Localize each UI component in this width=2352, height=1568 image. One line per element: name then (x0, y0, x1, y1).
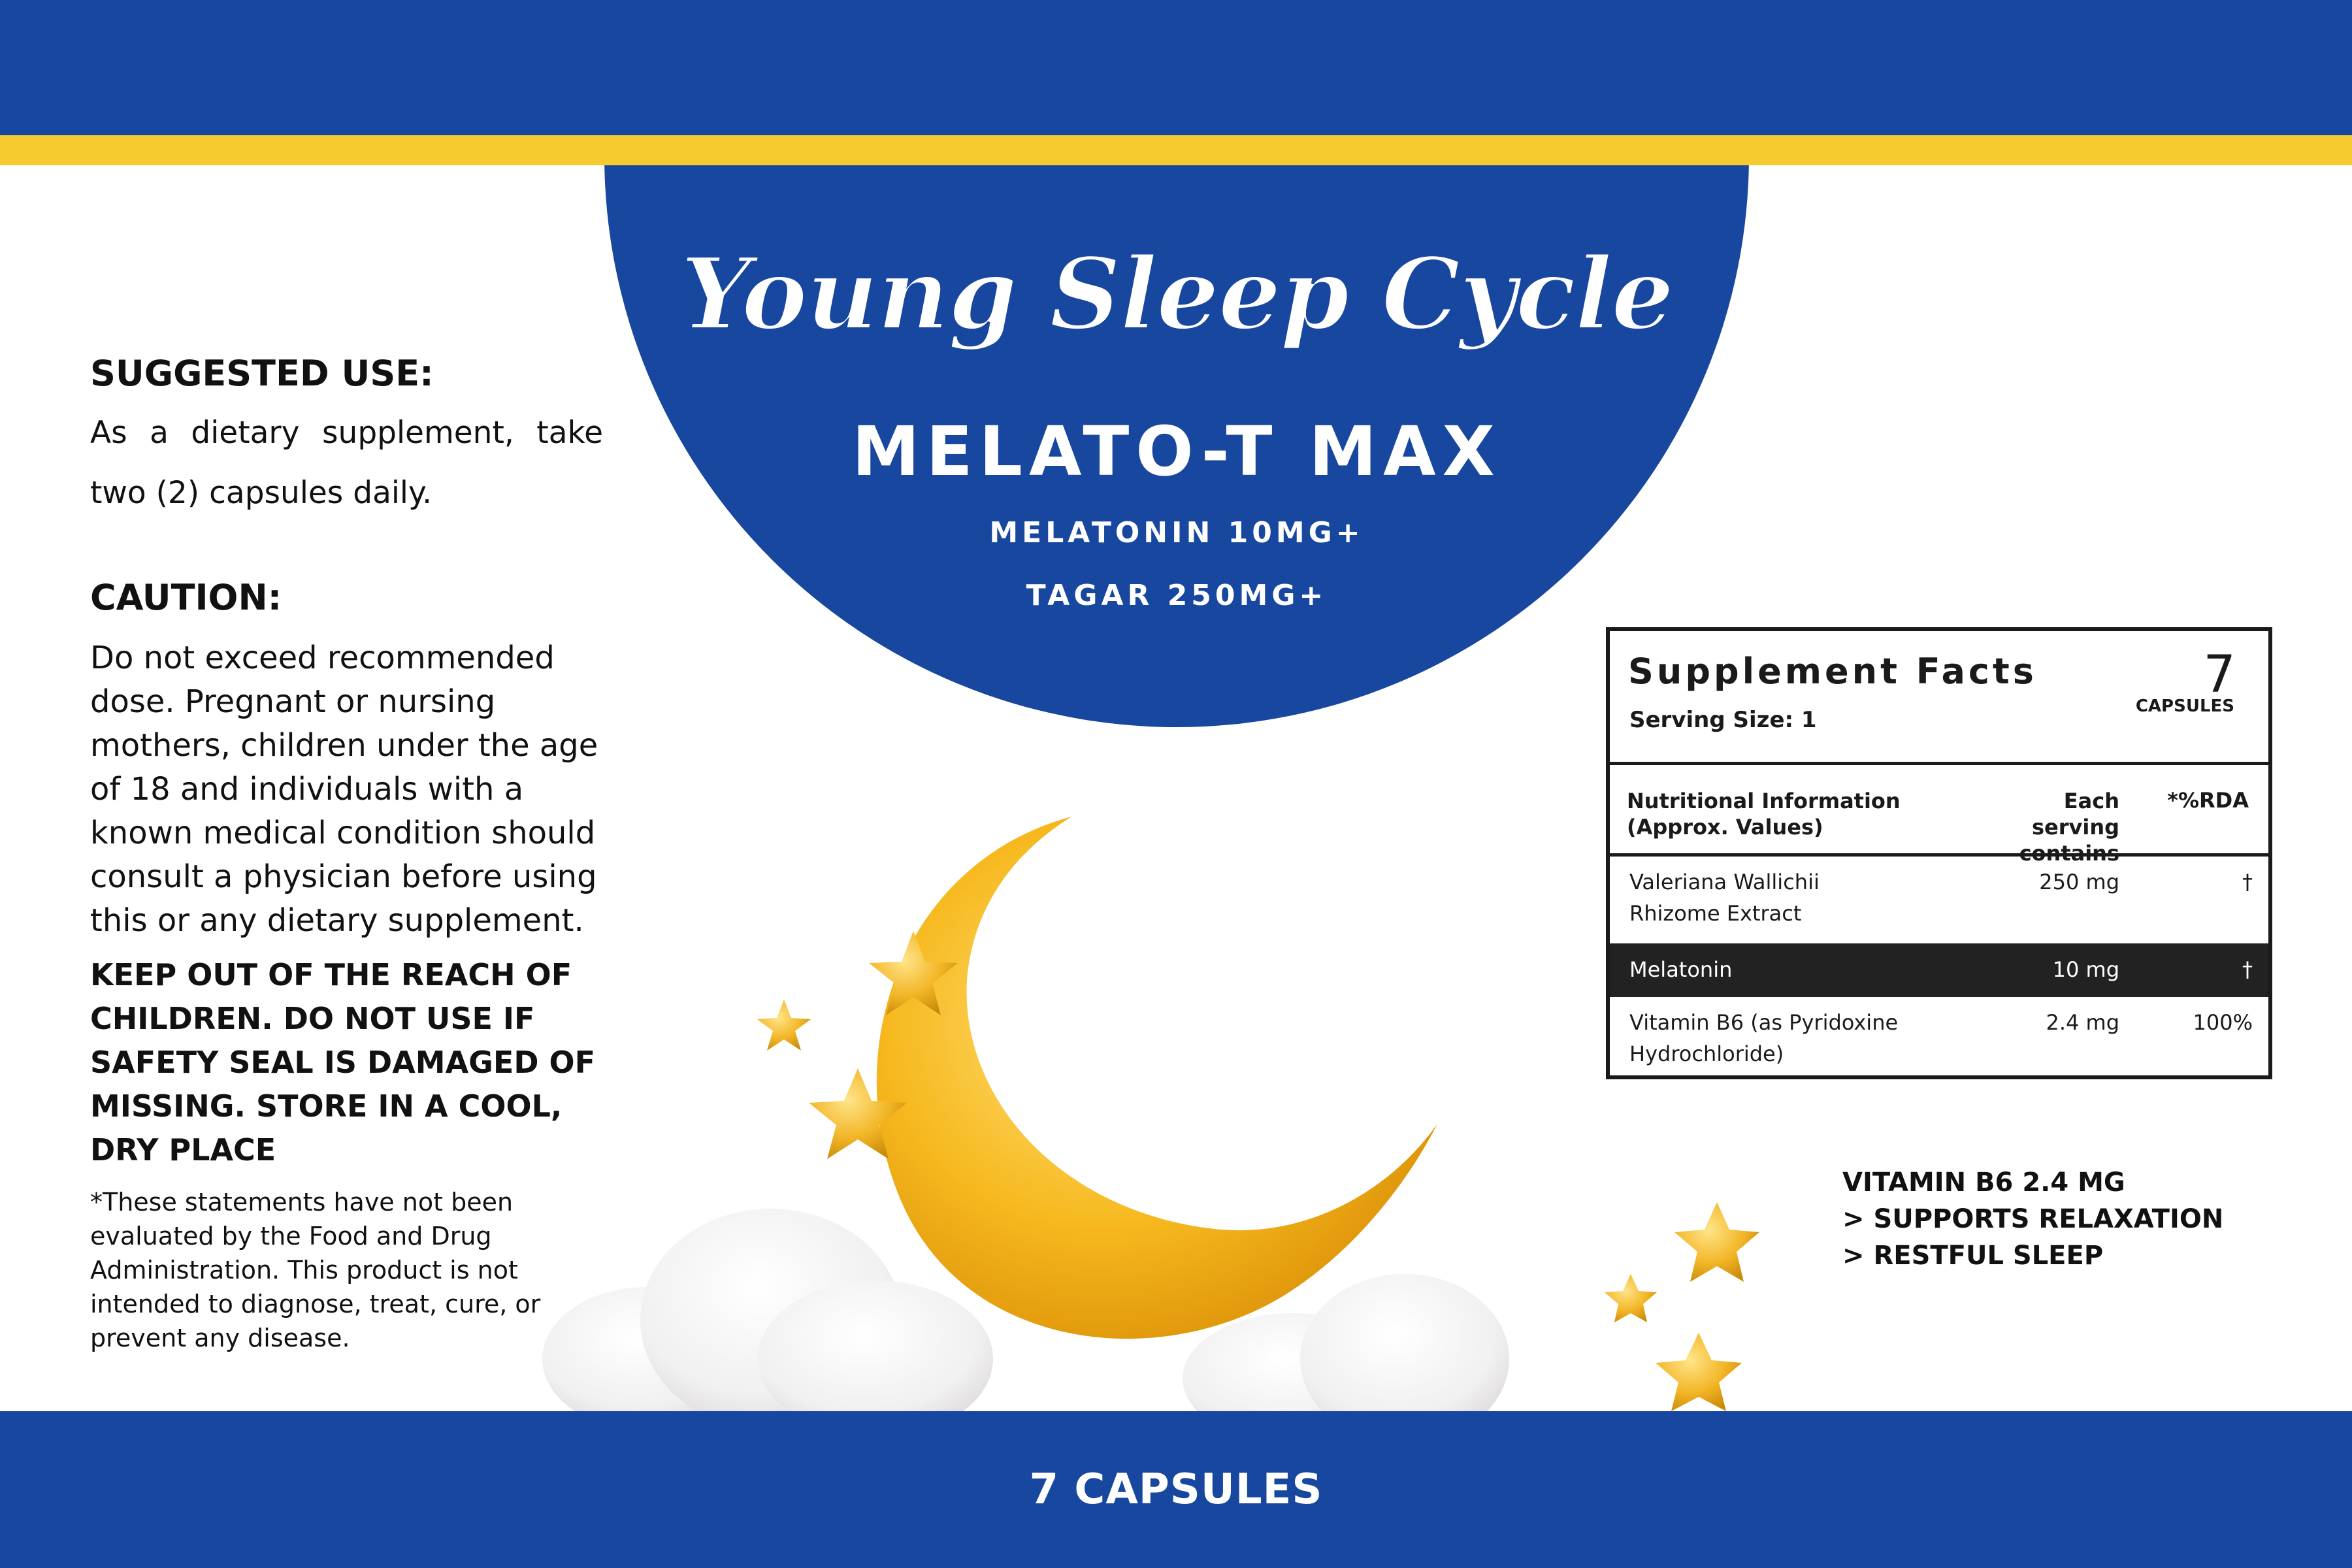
tagar-line: TAGAR 250MG+ (1026, 579, 1328, 612)
ingredient-name: Vitamin B6 (as Pyridoxine Hydrochloride) (1629, 1010, 1899, 1066)
star-icon (1605, 1274, 1657, 1322)
brand-name-text: Young Sleep Cycle (680, 235, 1673, 352)
ingredient-rda: † (2242, 870, 2253, 894)
caution-text: Do not exceed recommended dose. Pregnant or nursing mothers, children under the age of 18 and individuals with a known medical condition should consult a physician before using this or any dietary supplement. (90, 640, 598, 939)
claim-relaxation: > SUPPORTS RELAXATION (1842, 1204, 2224, 1234)
fda-disclaimer: *These statements have not been evaluated by the Food and Drug Administration. This product is not intended to diagnose, treat, cure, or prevent any disease. (90, 1188, 541, 1352)
left-panel (90, 353, 603, 1355)
divider (1610, 853, 2268, 857)
star-icon (1674, 1202, 1759, 1282)
divider (1610, 762, 2268, 765)
storage-warning: KEEP OUT OF THE REACH OF CHILDREN. DO NOT USE IF SAFETY SEAL IS DAMAGED OF MISSING. STORE IN A COOL, DRY PLACE (90, 957, 596, 1168)
star-icon (1656, 1333, 1742, 1411)
star-icon (757, 1000, 811, 1051)
ingredient-name: Melatonin (1629, 957, 1733, 982)
top-band (0, 0, 2352, 135)
facts-row (1610, 860, 2268, 943)
claim-vitamin-b6: VITAMIN B6 2.4 MG (1842, 1168, 2125, 1198)
serving-size: Serving Size: 1 (1629, 707, 1817, 733)
suggested-use-heading: SUGGESTED USE: (90, 353, 434, 394)
ingredient-rda: 100% (2193, 1010, 2253, 1035)
benefit-claims (1842, 1164, 2223, 1274)
capsule-count-unit: CAPSULES (2135, 696, 2234, 716)
capsule-count-footer: 7 CAPSULES (1029, 1465, 1323, 1514)
supplement-facts-panel (1606, 627, 2272, 1079)
caution-heading: CAUTION: (90, 577, 282, 618)
top-stripe (0, 135, 2352, 165)
capsule-count: 7 (2203, 645, 2236, 704)
column-header-rda: *%RDA (2167, 788, 2249, 813)
facts-title: Supplement Facts (1628, 651, 2037, 692)
product-name: MELATO-T MAX (852, 412, 1501, 491)
ingredient-rda: † (2242, 957, 2253, 982)
melatonin-line: MELATONIN 10MG+ (989, 516, 1364, 549)
ingredient-name: Valeriana Wallichii Rhizome Extract (1629, 870, 1820, 926)
facts-row (1610, 943, 2268, 997)
ingredient-amount: 10 mg (2052, 957, 2119, 982)
suggested-use-text: As a dietary supplement, take two (2) capsules daily. (90, 415, 603, 511)
ingredient-amount: 250 mg (2039, 870, 2119, 894)
brand-name (604, 235, 1749, 352)
claim-restful-sleep: > RESTFUL SLEEP (1842, 1241, 2104, 1271)
column-header-info: Nutritional Information (Approx. Values) (1627, 789, 1901, 840)
facts-row (1610, 1000, 2268, 1077)
crescent-moon-icon (877, 817, 1437, 1339)
ingredient-amount: 2.4 mg (2046, 1010, 2119, 1035)
column-header-serving: Each serving (2031, 789, 2119, 840)
